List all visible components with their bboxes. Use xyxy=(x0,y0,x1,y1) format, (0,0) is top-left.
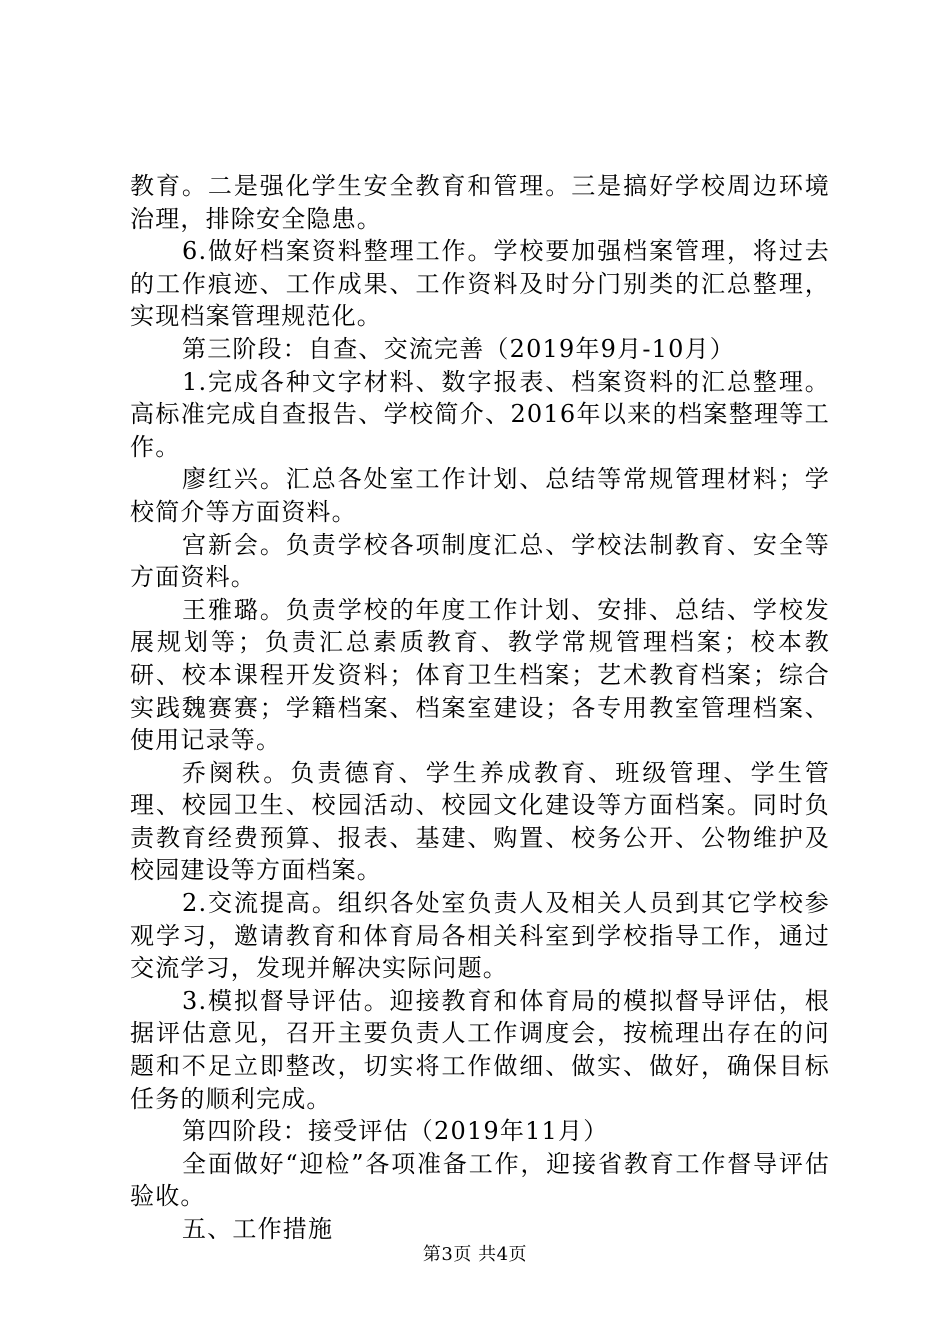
page-footer: 第3页 共4页 xyxy=(422,1244,528,1265)
section-heading-stage-3: 第三阶段：自查、交流完善（2019年9月-10月） xyxy=(182,334,735,363)
paragraph-9: 2.交流提高。组织各处室负责人及相关人员到其它学校参观学习，邀请教育和体育局各相关科室到学校指导工作，通过交流学习，发现并解决实际问题。 xyxy=(130,889,830,983)
paragraph-7: 王雅璐。负责学校的年度工作计划、安排、总结、学校发展规划等；负责汇总素质教育、教学常规管理档案；校本教研、校本课程开发资料；体育卫生档案；艺术教育档案；综合实践魏赛赛；学籍档案、档案室建设；各专用教室管理档案、使用记录等。 xyxy=(130,595,830,755)
paragraph-6: 宫新会。负责学校各项制度汇总、学校法制教育、安全等方面资料。 xyxy=(130,530,830,592)
section-heading-stage-4: 第四阶段：接受评估（2019年11月） xyxy=(182,1117,609,1146)
section-heading-measures: 五、工作措施 xyxy=(182,1215,334,1243)
paragraph-4: 1.完成各种文字材料、数字报表、档案资料的汇总整理。高标准完成自查报告、学校简介、2016年以来的档案整理等工作。 xyxy=(130,367,830,461)
document-body xyxy=(130,170,830,1246)
paragraph-8: 乔阕秩。负责德育、学生养成教育、班级管理、学生管理、校园卫生、校园活动、校园文化建设等方面档案。同时负责教育经费预算、报表、基建、购置、校务公开、公物维护及校园建设等方面档案。 xyxy=(130,758,830,885)
paragraph-5: 廖红兴。汇总各处室工作计划、总结等常规管理材料；学校简介等方面资料。 xyxy=(130,465,830,526)
paragraph-10: 3.模拟督导评估。迎接教育和体育局的模拟督导评估，根据评估意见，召开主要负责人工作调度会，按梳理出存在的问题和不足立即整改，切实将工作做细、做实、做好，确保目标任务的顺利完成。 xyxy=(130,986,830,1113)
paragraph-1: 教育。二是强化学生安全教育和管理。三是搞好学校周边环境治理，排除安全隐患。 xyxy=(130,172,830,233)
paragraph-2: 6.做好档案资料整理工作。学校要加强档案管理，将过去的工作痕迹、工作成果、工作资料及时分门别类的汇总整理，实现档案管理规范化。 xyxy=(130,237,830,331)
paragraph-12: 全面做好“迎检”各项准备工作，迎接省教育工作督导评估验收。 xyxy=(130,1149,830,1211)
